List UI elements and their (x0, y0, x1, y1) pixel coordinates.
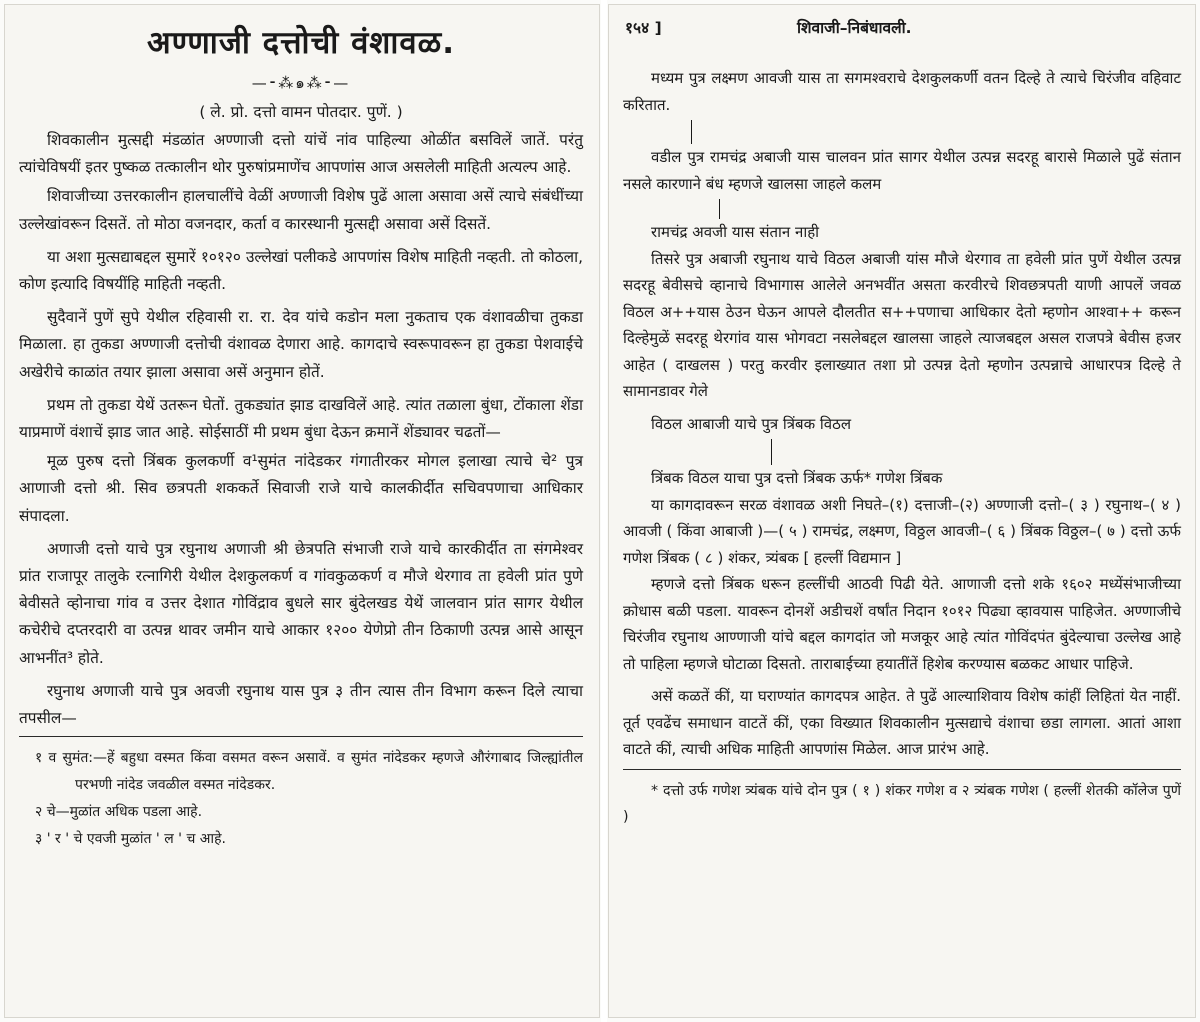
footnote-divider (19, 736, 583, 737)
paragraph: मूळ पुरुष दत्तो त्रिंबक कुलकर्णी व¹सुमंत नांदेडकर गंगातीरकर मोगल इलाखा त्याचे चे² पुत्र आणाजी दत्तो श्री. सिव छत्रपती शककर्ते सिवाजी राजे याचे कालकीर्दीत सचिवपणाचा आधिकार संपादला. (19, 452, 583, 525)
paragraph: असें कळतें कीं, या घराण्यांत कागदपत्र आहेत. ते पुढें आल्याशिवाय विशेष कांहीं लिहितां येत नाहीं. तूर्त एवढेंच समाधान वाटतें कीं, एका विख्यात शिवकालीन मुत्सद्याचे वंशाचा छडा लागला. आतां आशा वाटते कीं, त्याची अधिक माहिती आपणांस मिळेल. आज प्रारंभ आहे. (623, 687, 1181, 758)
running-head (623, 11, 1181, 43)
paragraph: सुदैवानें पुणें सुपे येथील रहिवासी रा. रा. देव यांचे कडोन मला नुकताच एक वंशावळीचा तुकडा मिळाला. हा तुकडा अण्णाजी दत्तोची वंशावळ देणारा आहे. कागदाचे स्वरूपावरून हा तुकडा पेशवाईचे अखेरीचे काळांत तयार झाला असावा असें अनुमान होतें. (19, 308, 583, 381)
tree-connector (771, 439, 772, 465)
paragraph: या अशा मुत्सद्याबद्दल सुमारें १०१२० उल्लेखां पलीकडे आपणांस विशेष माहिती नव्हती. तो कोठला, कोण इत्यादि विषयींहि माहिती नव्हती. (19, 247, 583, 294)
genealogy-entry: वडील पुत्र रामचंद्र अबाजी यास चालवन प्रांत सागर येथील उत्पन्न सदरहू बारासे मिळाले पुढें संतान नसले कारणाने बंध म्हणजे खालसा जाहले कलम (623, 148, 1181, 193)
genealogy-entry: तिसरे पुत्र अबाजी रघुनाथ याचे विठल अबाजी यांस मौजे थेरगाव ता हवेली प्रांत पुणें येथील उत्पन्न सदरहू बेवीसचे व्हानाचे विभागास आलेले अनभवींत असता करवीरचे शिवछत्रपती याणी आपलें जवळ विठल अ++यास ठेउन घेऊन आपले दौलतीत स++पणाचा आधिकार देतो म्हणोन आश्वा++ करून दिल्हेमुळें सदरहू थेरगांव यास भोगवटा नसलेबद्दल खालसा जाहले त्याजबद्दल असल राजपत्रे बेवीस हजर आहेत ( दाखलस ) परतु करवीर इलाख्यात तशा प्रो उत्पन्न देतो म्हणोन उत्पन्नाचे आधारपत्र दिल्हे ते सामानडावर गेले (623, 249, 1181, 400)
paragraph: या कागदावरून सरळ वंशावळ अशी निघते–(१) दत्ताजी–(२) अण्णाजी दत्तो–( ३ ) रघुनाथ–( ४ ) आवजी ( किंवा आबाजी )—( ५ ) रामचंद्र, लक्ष्मण, विठ्ठल आवजी–( ६ ) त्रिंबक विठ्ठल–( ७ ) दत्तो ऊर्फ गणेश त्रिंबक ( ८ ) शंकर, त्र्यंबक [ हल्लीं विद्यमान ] (623, 495, 1181, 567)
footnotes (623, 778, 1181, 830)
page-number: १५४ ] (625, 19, 662, 37)
paragraph: प्रथम तो तुकडा येथें उतरून घेतों. तुकड्यांत झाड दाखविलें आहे. त्यांत तळाला बुंधा, टोंकाला शेंडा याप्रमाणें वंशाचें झाड जात आहे. सोईसाठीं मी प्रथम बुंधा देऊन क्रमानें शेंड्यावर चढतों— (19, 395, 583, 442)
tree-connector (719, 199, 720, 219)
running-title: शिवाजी–निबंधावली. (797, 19, 912, 37)
paragraph: अणाजी दत्तो याचे पुत्र रघुनाथ अणाजी श्री छेत्रपति संभाजी राजे याचे कारकीर्दीत ता संगमेश्वर प्रांत राजापूर तालुके रत्नागिरी येथील देशकुलकर्ण व गांवकुळकर्ण व मौजे थेरगाव ता हवेली प्रांत पुणे बेवीसते व्होनाचा गांव व उत्तर देशात गोविंद्राव बुधले सार बुंदेलखड येथें जालवान प्रांत सागर येथील कचेरीचे दप्तरदारी वा उत्पन्न थावर जमीन याचे आकार १२०० येणेप्रो तीन ठिकाणी उत्पन्न आसे आसून आभनींत³ होते. (19, 539, 583, 667)
footnote: * दत्तो उर्फ गणेश त्र्यंबक यांचे दोन पुत्र ( १ ) शंकर गणेश व २ त्र्यंबक गणेश ( हल्लीं शेतकी कॉलेज पुणें ) (623, 782, 1181, 825)
genealogy-entry: रामचंद्र अवजी यास संतान नाही (651, 223, 820, 241)
page-gutter (601, 0, 607, 1022)
paragraph: शिवकालीन मुत्सद्दी मंडळांत अण्णाजी दत्तो यांचें नांव पाहिल्या ओळींत बसविलें जातें. परंतु त्यांचेविषयीं इतर पुष्कळ तत्कालीन थोर पुरुषांप्रमाणेंच आपणांस आज असलेली माहिती अत्यल्प आहे. (19, 131, 583, 177)
paragraph: शिवाजीच्या उत्तरकालीन हालचालींचे वेळीं अण्णाजी विशेष पुढें आला असावा असें त्याचे संबंधींच्या उल्लेखांवरून दिसतें. तो मोठा वजनदार, कर्ता व कारस्थानी मुत्सद्दी असावा असें दिसतें. (19, 187, 583, 233)
genealogy-entry: विठल आबाजी याचे पुत्र त्रिंबक विठल (651, 414, 852, 433)
right-page (608, 4, 1196, 1018)
footnote: ३ ' र ' चे एवजी मुळांत ' ल ' च आहे. (35, 831, 226, 848)
paragraph: रघुनाथ अणाजी याचे पुत्र अवजी रघुनाथ यास पुत्र ३ तीन त्यास तीन विभाग करून दिले त्याचा तपसील— (19, 681, 583, 728)
genealogy-entry: त्रिंबक विठल याचा पुत्र दत्तो त्रिंबक ऊर्फ* गणेश त्रिंबक (651, 469, 943, 487)
left-page (4, 4, 600, 1018)
footnote: १ व सुमंत:—हें बहुधा वस्मत किंवा वसमत वरून असावें. व सुमंत नांदेडकर म्हणजे औरंगाबाद जिल्ह्यांतील परभणी नांदेड जवळील वस्मत नांदेडकर. (35, 750, 583, 794)
footnote-divider (623, 769, 1181, 770)
genealogy-entry: मध्यम पुत्र लक्ष्मण आवजी यास ता सगमश्वराचे देशकुलकर्णी वतन दिल्हे ते त्याचे चिरंजीव वहिवाट करितात. (623, 69, 1181, 114)
title-ornament: —⁃⁂๑⁂⁃— (251, 74, 351, 92)
tree-connector (691, 120, 692, 144)
author-byline: ( ले. प्रो. दत्तो वामन पोतदार. पुणें. ) (199, 103, 403, 121)
article-title: अण्णाजी दत्तोची वंशावळ. (146, 25, 455, 61)
footnote: २ चे—मुळांत अधिक पडला आहे. (35, 804, 203, 821)
footnotes (19, 745, 583, 853)
paragraph: म्हणजे दत्तो त्रिंबक धरून हल्लींची आठवी पिढी येते. आणाजी दत्तो शके १६०२ मध्येंसंभाजीच्या क्रोधास बळी पडला. यावरून दोनशें अडीचशें वर्षांत निदान १०१२ पिढ्या व्हावयास पाहिजेत. अण्णाजीचे चिरंजीव रघुनाथ आण्णाजी यांचे बद्दल कागदांत जो मजकूर आहे त्यांत गोविंदपंत बुंदेल्याचा उल्लेख आहे तो पाहिला म्हणजे घोटाळा दिसतो. ताराबाईच्या हयातींतें हिशेब करण्यास बळकट आधार पाहिजे. (623, 575, 1181, 673)
